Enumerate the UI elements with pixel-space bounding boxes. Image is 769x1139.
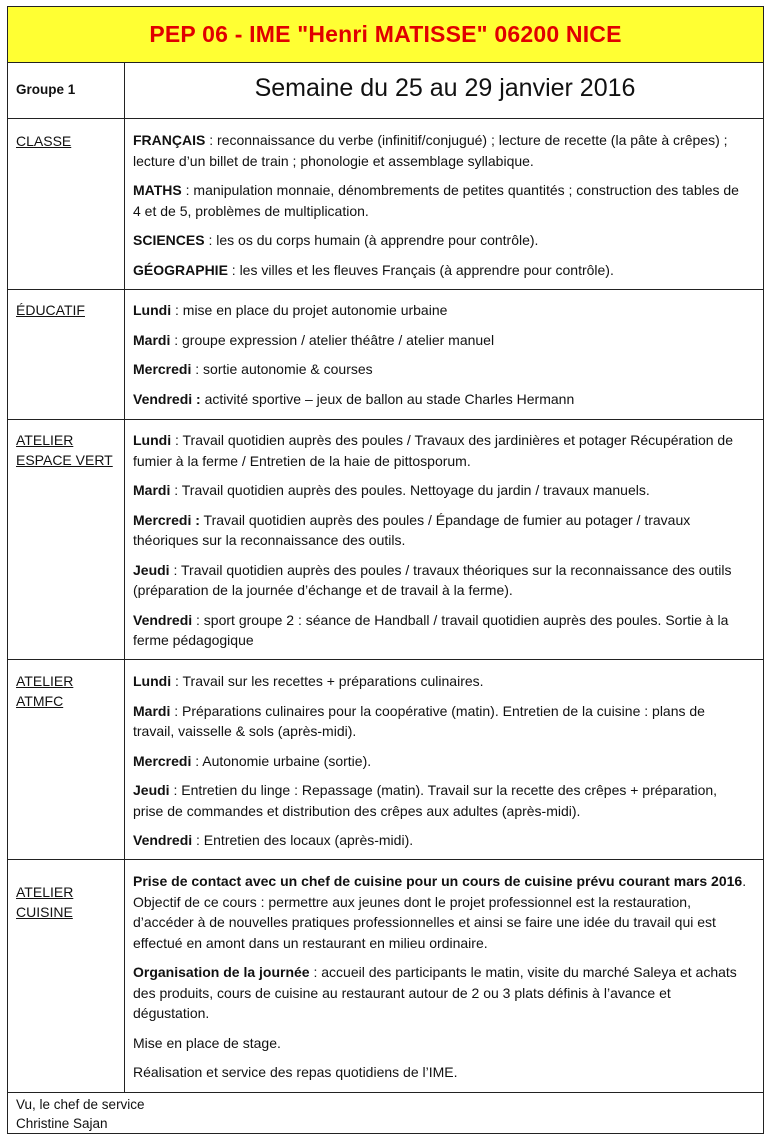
group-label: Groupe 1 (16, 82, 76, 97)
paragraph-text: : sortie autonomie & courses (191, 361, 373, 377)
paragraph-text: : les os du corps humain (à apprendre pour contrôle). (204, 232, 539, 248)
subject-label: GÉOGRAPHIE (133, 261, 228, 278)
paragraph (133, 560, 749, 601)
day-label: Mardi (133, 331, 171, 348)
paragraph (133, 430, 749, 471)
document-title: PEP 06 - IME "Henri MATISSE" 06200 NICE (149, 21, 622, 47)
paragraph (133, 751, 749, 772)
table-border-left (7, 63, 8, 1133)
paragraph-text: activité sportive – jeux de ballon au stade Charles Hermann (200, 390, 575, 407)
signature-block (16, 1095, 145, 1133)
day-label: Mardi (133, 482, 171, 498)
section-content-atmfc (133, 671, 749, 851)
paragraph (133, 230, 749, 251)
day-label: Mercredi (133, 752, 192, 769)
subject-label: SCIENCES (133, 232, 205, 248)
label-line: ATELIER (16, 673, 74, 689)
day-label: Mercredi (133, 361, 192, 377)
section-label-cuisine (16, 882, 73, 922)
row-divider-classe (7, 289, 764, 290)
section-label-atmfc (16, 671, 73, 711)
paragraph (133, 260, 749, 281)
paragraph: Mise en place de stage. (133, 1034, 281, 1051)
label-line: ATMFC (16, 693, 64, 709)
paragraph-text: : sport groupe 2 : séance de Handball / travail quotidien auprès des poules. Sortie à la ferme pédagogique (133, 611, 729, 648)
paragraph-text: : Travail quotidien auprès des poules / travaux théoriques sur la reconnaissance des outils (préparation de la journée d’échange et de travail à la ferme). (133, 561, 732, 598)
row-divider-atmfc (7, 859, 764, 860)
day-label: Mercredi : (133, 511, 200, 528)
day-label: Jeudi (133, 782, 170, 798)
label-line: ATELIER (16, 432, 74, 448)
paragraph (133, 830, 749, 851)
paragraph-text: : Autonomie urbaine (sortie). (191, 752, 372, 769)
day-label: Jeudi (133, 561, 170, 578)
section-content-espace-vert (133, 430, 749, 651)
paragraph-text: : Préparations culinaires pour la coopérative (matin). Entretien de la cuisine : plans de travail, vaisselle & sols (après-midi). (133, 702, 705, 739)
column-divider (124, 63, 125, 1092)
section-content-cuisine (133, 871, 749, 1083)
label-line: ESPACE VERT (16, 452, 113, 468)
day-label: Mardi (133, 702, 171, 719)
paragraph (133, 389, 749, 410)
paragraph-text: : Entretien du linge : Repassage (matin). Travail sur la recette des crêpes + préparation, prise de commandes et distribution des crêpes aux adultes (après-midi). (133, 782, 718, 819)
subject-label: MATHS (133, 182, 182, 198)
paragraph (133, 130, 749, 171)
paragraph-text: : mise en place du projet autonomie urbaine (171, 302, 448, 318)
paragraph-text: : Travail quotidien auprès des poules. Nettoyage du jardin / travaux manuels. (170, 482, 650, 498)
paragraph-text: : reconnaissance du verbe (infinitif/conjugué) ; lecture de recette (la pâte à crêpes) ; lecture d’un billet de train ; phonologie et assemblage syllabique. (133, 132, 728, 169)
day-label: Lundi (133, 673, 172, 689)
section-content-classe (133, 130, 749, 280)
paragraph-text: : Travail quotidien auprès des poules / Travaux des jardinières et potager Récupération de fumier à la ferme / Entretien de la haie de pittosporum. (133, 432, 734, 469)
paragraph (133, 330, 749, 351)
paragraph (133, 610, 749, 651)
day-label: Lundi (133, 432, 172, 448)
paragraph (133, 359, 749, 380)
section-content-educatif (133, 300, 749, 409)
paragraph (133, 671, 749, 692)
section-label-espace-vert (16, 430, 113, 470)
row-divider-espace-vert (7, 659, 764, 660)
day-label: Vendredi (133, 832, 193, 848)
heading-label: Prise de contact avec un chef de cuisine pour un cours de cuisine prévu courant mars 2016 (133, 873, 743, 889)
paragraph: Réalisation et service des repas quotidiens de l’IME. (133, 1064, 458, 1080)
paragraph-text: : les villes et les fleuves Français (à apprendre pour contrôle). (227, 261, 614, 278)
paragraph (133, 871, 749, 953)
label-line: ATELIER (16, 884, 74, 900)
paragraph (133, 962, 749, 1024)
paragraph-text: : groupe expression / atelier théâtre / atelier manuel (170, 331, 495, 348)
week-heading: Semaine du 25 au 29 janvier 2016 (254, 74, 636, 102)
title-banner (7, 6, 764, 63)
paragraph-text: : Travail sur les recettes + préparations culinaires. (171, 673, 484, 689)
label-line: CUISINE (16, 904, 73, 920)
paragraph (133, 701, 749, 742)
paragraph (133, 180, 749, 221)
heading-label: Organisation de la journée (133, 964, 310, 980)
paragraph-text: Travail quotidien auprès des poules / Épandage de fumier au potager / travaux théoriques sur la reconnaissance des outils. (133, 511, 691, 548)
paragraph (133, 300, 749, 321)
signature-name: Christine Sajan (16, 1116, 108, 1131)
signature-line: Vu, le chef de service (16, 1097, 145, 1112)
paragraph-text: : Entretien des locaux (après-midi). (192, 832, 414, 848)
paragraph (133, 510, 749, 551)
row-divider-header (7, 118, 764, 119)
paragraph (133, 780, 749, 821)
paragraph-text: : manipulation monnaie, dénombrements de petites quantités ; construction des tables de 4 et de 5, problèmes de multiplication. (133, 182, 739, 219)
row-divider-educatif (7, 419, 764, 420)
paragraph-text: . Objectif de ce cours : permettre aux jeunes dont le projet professionnel est la restauration, d’accéder à de nouvelles pratiques professionnelles et ainsi se faire une idée du travail qui est effectué en amont dans un restaurant en milieu ordinaire. (133, 873, 747, 951)
day-label: Vendredi (133, 611, 193, 628)
row-divider-cuisine (7, 1092, 764, 1093)
subject-label: FRANÇAIS (133, 132, 206, 148)
paragraph-text: : accueil des participants le matin, visite du marché Saleya et achats des produits, cours de cuisine au restaurant autour de 2 ou 3 plats définis à l’avance et dégustation. (133, 964, 737, 1021)
table-border-right (763, 63, 764, 1133)
section-label-educatif: ÉDUCATIF (16, 302, 85, 318)
day-label: Lundi (133, 302, 172, 318)
table-border-bottom (7, 1133, 764, 1134)
section-label-classe: CLASSE (16, 133, 72, 149)
paragraph (133, 480, 749, 501)
day-label: Vendredi : (133, 390, 201, 407)
